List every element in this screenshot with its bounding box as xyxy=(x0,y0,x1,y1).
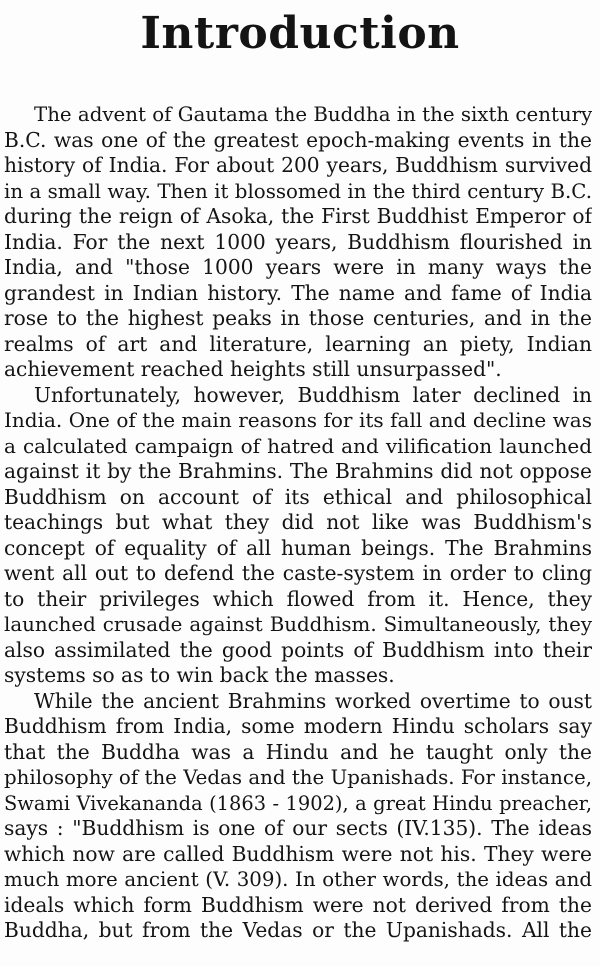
text-line: Buddha, but from the Vedas or the Upanishads. All the xyxy=(4,918,592,942)
text-line: achievement reached heights still unsurpassed". xyxy=(4,357,502,381)
text-line: While the ancient Brahmins worked overtime to oust xyxy=(34,688,592,713)
text-line: teachings but what they did not like was Buddhism's xyxy=(4,510,592,534)
text-line: B.C. was one of the greatest epoch-making events in the xyxy=(4,127,592,152)
text-line: in a small way. Then it blossomed in the third century B.C. xyxy=(4,179,592,203)
text-line: a calculated campaign of hatred and vilification launched xyxy=(4,433,592,458)
text-line: to their privileges which flowed from it. Hence, they xyxy=(4,586,592,611)
text-line: which now are called Buddhism were not his. They were xyxy=(4,841,592,866)
text-line: launched crusade against Buddhism. Simultaneously, they xyxy=(4,613,592,636)
paragraph-3 xyxy=(4,689,592,944)
text-line: The advent of Gautama the Buddha in the sixth century xyxy=(34,103,592,126)
text-line: Swami Vivekananda (1863 - 1902), a great Hindu preacher, xyxy=(4,791,592,815)
text-line: says : "Buddhism is one of our sects (IV.135). The ideas xyxy=(4,816,592,840)
text-line: Unfortunately, however, Buddhism later declined in xyxy=(34,382,592,407)
paragraph-2 xyxy=(4,383,592,689)
paragraph-1 xyxy=(4,102,592,383)
text-line: India. One of the main reasons for its fall and decline was xyxy=(4,408,592,432)
text-line: history of India. For about 200 years, Buddhism survived xyxy=(4,153,592,177)
text-line: during the reign of Asoka, the First Buddhist Emperor of xyxy=(4,204,592,228)
text-line: India, and "those 1000 years were in many ways the xyxy=(4,255,592,279)
body-text xyxy=(4,102,592,944)
text-line: India. For the next 1000 years, Buddhism flourished in xyxy=(4,229,592,254)
text-line: Buddhism on account of its ethical and philosophical xyxy=(4,484,592,509)
text-line: that the Buddha was a Hindu and he taught only the xyxy=(4,739,592,764)
text-line: much more ancient (V. 309). In other words, the ideas and xyxy=(4,868,592,891)
text-line: rose to the highest peaks in those centuries, and in the xyxy=(4,306,592,330)
text-line: went all out to defend the caste-system in order to cling xyxy=(4,561,592,585)
text-line: philosophy of the Vedas and the Upanishads. For instance, xyxy=(4,766,592,789)
text-line: concept of equality of all human beings. The Brahmins xyxy=(4,535,592,560)
text-line: ideals which form Buddhism were not derived from the xyxy=(4,892,592,917)
text-line: grandest in Indian history. The name and fame of India xyxy=(4,280,592,305)
text-line: Buddhism from India, some modern Hindu scholars say xyxy=(4,714,592,738)
text-line: against it by the Brahmins. The Brahmins did not oppose xyxy=(4,459,592,483)
text-line: systems so as to win back the masses. xyxy=(4,663,395,687)
page-title: Introduction xyxy=(140,8,460,59)
text-line: realms of art and literature, learning an piety, Indian xyxy=(4,331,592,356)
text-line: also assimilated the good points of Buddhism into their xyxy=(4,637,592,662)
